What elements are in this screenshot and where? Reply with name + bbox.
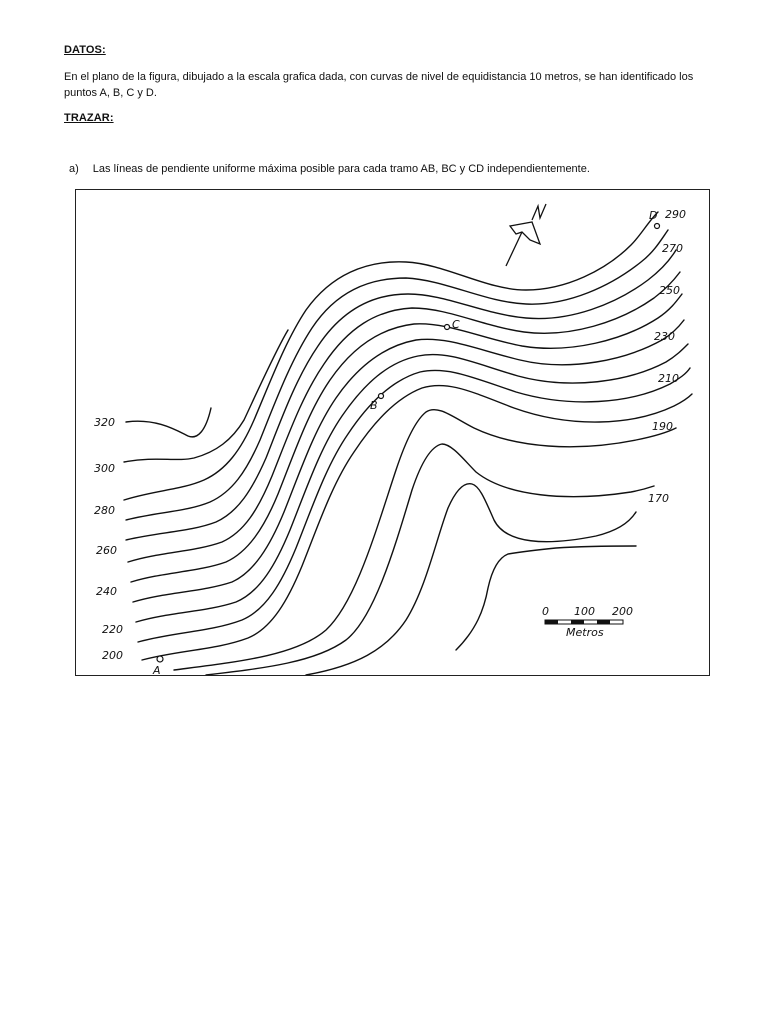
contour-line: [138, 368, 690, 642]
point-a-label: A: [153, 664, 161, 675]
task-item: [69, 163, 590, 175]
scale-unit-label: Metros: [566, 626, 604, 639]
point-b-label: B: [370, 399, 378, 412]
contour-line: [206, 444, 654, 675]
contour-label: 320: [94, 416, 115, 429]
description-paragraph: En el plano de la figura, dibujado a la escala grafica dada, con curvas de nivel de equidistancia 10 metros, se han identificado los puntos A, B, C y D.: [64, 71, 694, 99]
contour-line: [133, 320, 684, 602]
contour-line: [456, 546, 636, 650]
contour-label: 230: [654, 330, 675, 343]
contour-label: 300: [94, 462, 115, 475]
contour-label: 260: [96, 544, 117, 557]
contour-label: 280: [94, 504, 115, 517]
task-text: Las líneas de pendiente uniforme máxima posible para cada tramo AB, BC y CD independientemente.: [92, 163, 590, 175]
contour-line: [126, 408, 211, 437]
scale-tick-label: 0: [542, 605, 549, 618]
contour-line: [126, 230, 668, 520]
point-b: [370, 394, 384, 413]
datos-heading: DATOS:: [64, 44, 106, 56]
contour-map-drawing: [76, 190, 709, 675]
contour-label: 240: [96, 585, 117, 598]
contour-label: 200: [102, 649, 123, 662]
contour-line: [124, 212, 658, 500]
point-a: [152, 656, 163, 675]
trazar-heading: TRAZAR:: [64, 112, 114, 124]
contour-label: 210: [658, 372, 679, 385]
contour-line: [136, 344, 688, 622]
contour-lines: [124, 212, 692, 675]
contour-line: [131, 294, 682, 582]
contour-label: 250: [659, 284, 680, 297]
scale-tick-label: 100: [574, 605, 595, 618]
task-marker: a): [69, 163, 79, 175]
contour-label: 220: [102, 623, 123, 636]
contour-label: 170: [648, 492, 669, 505]
contour-label: 290: [665, 208, 686, 221]
contour-label: 270: [662, 242, 683, 255]
point-c-label: C: [452, 318, 460, 331]
scale-bar: [542, 605, 633, 639]
contour-line: [306, 484, 636, 675]
north-arrow-icon: [506, 204, 546, 266]
contour-label: 190: [652, 420, 673, 433]
scale-tick-label: 200: [612, 605, 633, 618]
contour-map: [75, 189, 710, 676]
contour-line: [142, 385, 692, 660]
point-c: [445, 318, 461, 331]
point-d-label: D: [649, 209, 658, 222]
